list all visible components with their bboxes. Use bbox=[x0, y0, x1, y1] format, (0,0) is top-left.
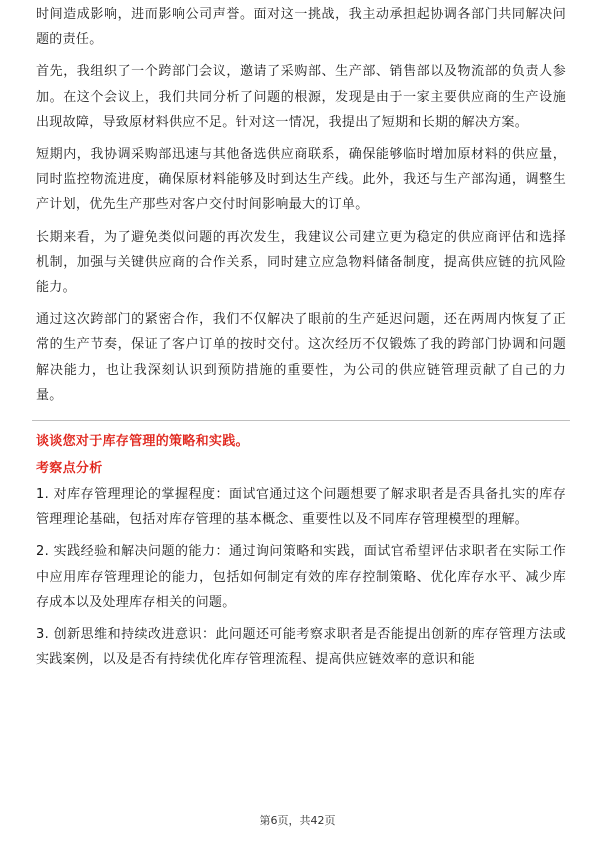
answer-paragraph-4: 长期来看，为了避免类似问题的再次发生，我建议公司建立更为稳定的供应商评估和选择机制，加强与关键供应商的合作关系，同时建立应急物料储备制度，提高供应链的抗风险能力。 bbox=[36, 229, 566, 296]
page-content bbox=[36, 2, 566, 679]
analysis-point-1: 1. 对库存管理理论的掌握程度：面试官通过这个问题想要了解求职者是否具备扎实的库存管理理论基础，包括对库存管理的基本概念、重要性以及不同库存管理模型的理解。 bbox=[36, 487, 566, 528]
analysis-heading: 考察点分析 bbox=[36, 461, 103, 477]
answer-paragraph-3: 短期内，我协调采购部迅速与其他备选供应商联系，确保能够临时增加原材料的供应量，同时监控物流进度，确保原材料能够及时到达生产线。此外，我还与生产部沟通，调整生产计划，优先生产那些对客户交付时间影响最大的订单。 bbox=[36, 147, 566, 213]
analysis-point-3: 3. 创新思维和持续改进意识：此问题还可能考察求职者是否能提出创新的库存管理方法或实践案例，以及是否有持续优化库存管理流程、提高供应链效率的意识和能 bbox=[36, 627, 566, 668]
section-divider bbox=[32, 420, 570, 421]
answer-paragraph-2: 首先，我组织了一个跨部门会议，邀请了采购部、生产部、销售部以及物流部的负责人参加。在这个会议上，我们共同分析了问题的根源，发现是由于一家主要供应商的生产设施出现故障，导致原材料供应不足。针对这一情况，我提出了短期和长期的解决方案。 bbox=[36, 64, 566, 130]
question-heading: 谈谈您对于库存管理的策略和实践。 bbox=[36, 434, 249, 450]
answer-paragraph-1: 时间造成影响，进而影响公司声誉。面对这一挑战，我主动承担起协调各部门共同解决问题的责任。 bbox=[36, 7, 566, 48]
page-number-footer: 第6页，共42页 bbox=[259, 814, 336, 827]
analysis-point-2: 2. 实践经验和解决问题的能力：通过询问策略和实践，面试官希望评估求职者在实际工作中应用库存管理理论的能力，包括如何制定有效的库存控制策略、优化库存水平、减少库存成本以及处理库存相关的问题。 bbox=[36, 544, 566, 610]
answer-paragraph-5: 通过这次跨部门的紧密合作，我们不仅解决了眼前的生产延迟问题，还在两周内恢复了正常的生产节奏，保证了客户订单的按时交付。这次经历不仅锻炼了我的跨部门协调和问题解决能力，也让我深刻认识到预防措施的重要性，为公司的供应链管理贡献了自己的力量。 bbox=[36, 312, 566, 403]
